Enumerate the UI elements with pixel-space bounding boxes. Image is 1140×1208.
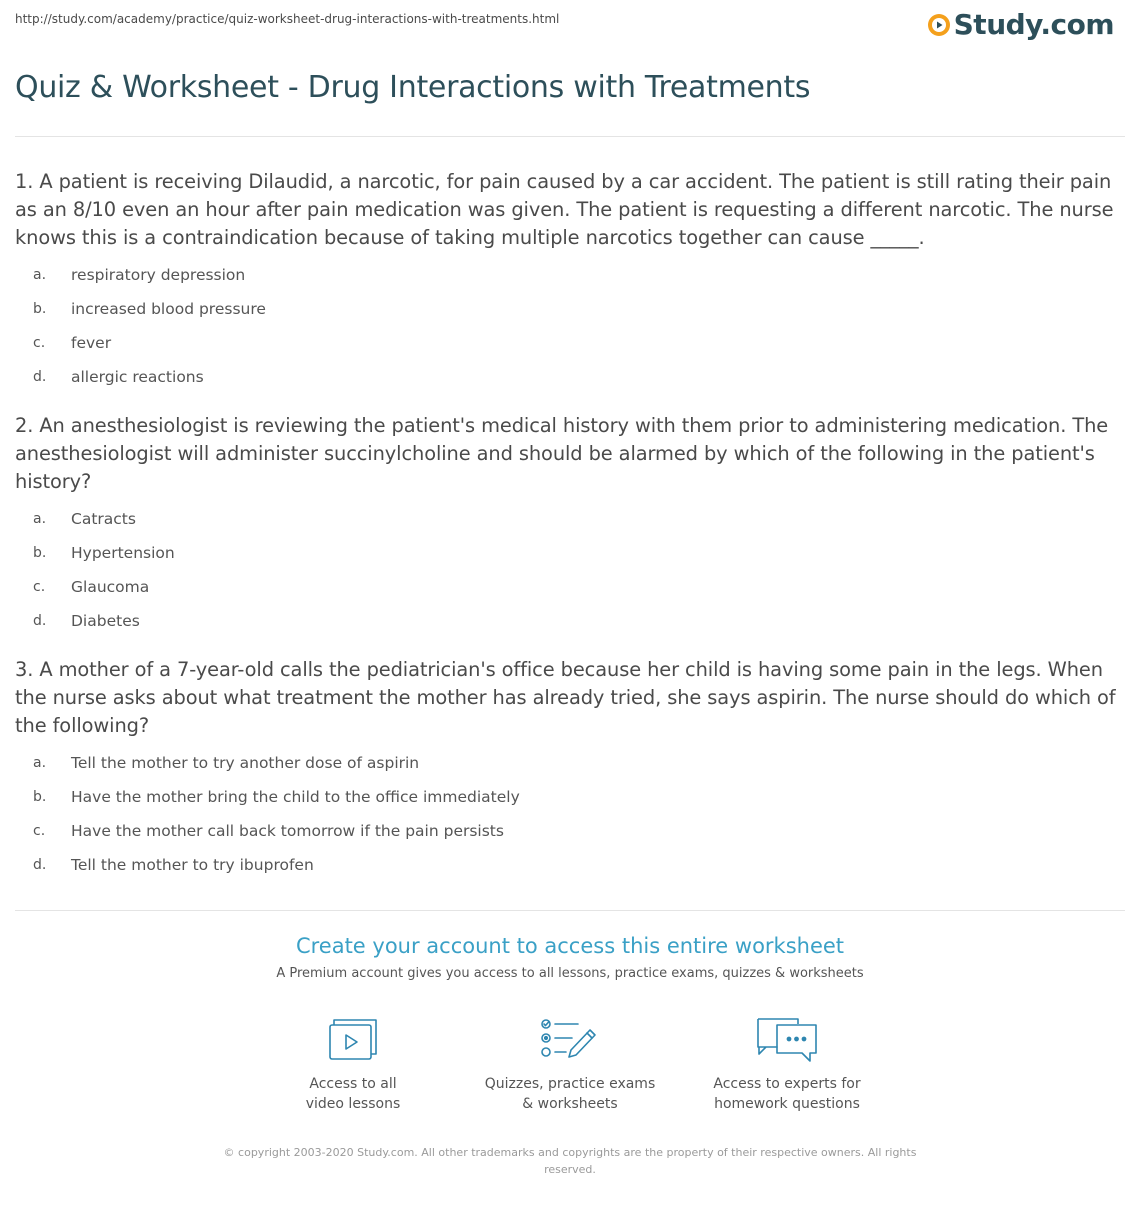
answer-text: Glaucoma [71, 578, 150, 596]
answer-letter: d. [33, 857, 47, 873]
answer-letter: c. [33, 579, 46, 595]
answer-text: Diabetes [71, 612, 140, 630]
question-text: 1. A patient is receiving Dilaudid, a narcotic, for pain caused by a car accident. The patient is still rating their pain as an 8/10 even an hour after pain medication was given. The patient is requesting a different narcotic. The nurse knows this is a contraindication because of taking multiple narcotics together can cause _____. [15, 170, 1114, 249]
answer-option [15, 570, 1127, 604]
answer-text: Tell the mother to try another dose of aspirin [71, 754, 420, 772]
cta-divider [15, 910, 1125, 911]
chat-bubbles-icon [755, 1016, 819, 1064]
answer-option [15, 292, 1127, 326]
answer-option [15, 502, 1127, 536]
answer-text: Hypertension [71, 544, 175, 562]
answer-text: fever [71, 334, 112, 352]
answer-text: respiratory depression [71, 266, 246, 284]
video-lessons-icon [327, 1016, 379, 1064]
cta-subtitle: A Premium account gives you access to all lessons, practice exams, quizzes & worksheets [276, 966, 864, 981]
feature-label: Access to all video lessons [305, 1076, 401, 1112]
page-url: http://study.com/academy/practice/quiz-worksheet-drug-interactions-with-treatments.html [15, 12, 560, 26]
answer-letter: d. [33, 613, 47, 629]
feature-label: Quizzes, practice exams & worksheets [484, 1076, 656, 1112]
answer-option [15, 536, 1127, 570]
answer-list [15, 258, 1127, 394]
answer-option [15, 360, 1127, 394]
feature-list [0, 1016, 1140, 1114]
logo-text: Study.com [953, 8, 1114, 41]
answer-option [15, 604, 1127, 638]
answer-letter: c. [33, 823, 46, 839]
answer-option [15, 848, 1127, 882]
cta-title-link[interactable]: Create your account to access this entire worksheet [295, 934, 845, 958]
question-text: 2. An anesthesiologist is reviewing the patient's medical history with them prior to administering medication. The anesthesiologist will administer succinylcholine and should be alarmed by which of the following in the patient's history? [15, 414, 1109, 493]
feature-experts [679, 1016, 896, 1114]
copyright-text: © copyright 2003-2020 Study.com. All other trademarks and copyrights are the property of their respective owners. All rights reserved. [223, 1146, 917, 1176]
answer-letter: d. [33, 369, 47, 385]
feature-quizzes [462, 1016, 679, 1114]
answer-option [15, 746, 1127, 780]
question-1 [15, 168, 1127, 394]
answer-letter: b. [33, 789, 47, 805]
answer-letter: b. [33, 301, 47, 317]
answer-text: Have the mother bring the child to the office immediately [71, 788, 520, 806]
answer-text: Catracts [71, 510, 136, 528]
answer-text: Tell the mother to try ibuprofen [71, 856, 314, 874]
premium-cta [0, 934, 1140, 981]
answer-text: increased blood pressure [71, 300, 266, 318]
play-circle-icon [927, 13, 951, 37]
study-logo[interactable] [927, 8, 1114, 41]
quiz-checklist-icon [540, 1016, 600, 1064]
answer-text: Have the mother call back tomorrow if the pain persists [71, 822, 504, 840]
feature-video-lessons [245, 1016, 462, 1114]
answer-option [15, 258, 1127, 292]
question-text: 3. A mother of a 7-year-old calls the pediatrician's office because her child is having some pain in the legs. When the nurse asks about what treatment the mother has already tried, she says aspirin. The nurse should do which of the following? [15, 658, 1116, 737]
answer-letter: a. [33, 511, 47, 527]
answer-letter: a. [33, 267, 47, 283]
answer-list [15, 746, 1127, 882]
question-2 [15, 412, 1127, 638]
header-divider [15, 136, 1125, 137]
answer-letter: c. [33, 335, 46, 351]
feature-label: Access to experts for homework questions [713, 1076, 861, 1112]
answer-letter: b. [33, 545, 47, 561]
answer-letter: a. [33, 755, 47, 771]
answer-list [15, 502, 1127, 638]
answer-text: allergic reactions [71, 368, 204, 386]
question-3 [15, 656, 1127, 882]
question-list [15, 168, 1127, 900]
page-title: Quiz & Worksheet - Drug Interactions with Treatments [15, 70, 811, 105]
answer-option [15, 814, 1127, 848]
answer-option [15, 326, 1127, 360]
answer-option [15, 780, 1127, 814]
